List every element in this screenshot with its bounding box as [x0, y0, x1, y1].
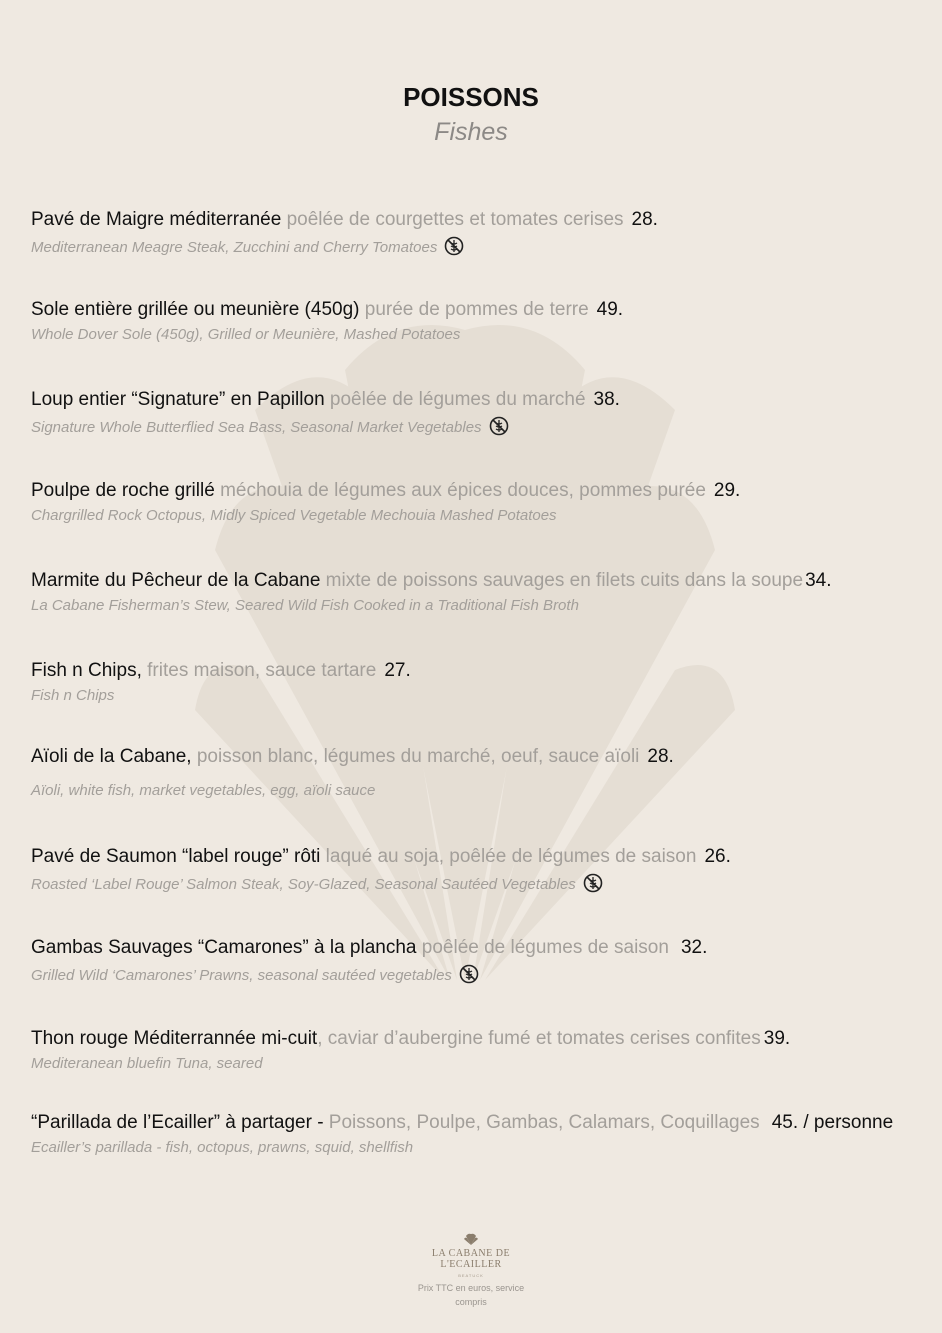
- menu-item-price: 27.: [384, 660, 411, 681]
- menu-item-line: [31, 746, 922, 768]
- menu-item-english: Fish n Chips: [31, 687, 115, 704]
- shell-logo-icon: [464, 1232, 478, 1246]
- menu-item-description: purée de pommes de terre: [364, 299, 589, 320]
- menu-item: [31, 1112, 922, 1156]
- menu-item-name: Poulpe de roche grillé: [31, 480, 215, 501]
- menu-item: [31, 846, 922, 897]
- menu-item-english: Roasted ‘Label Rouge’ Salmon Steak, Soy-Glazed, Seasonal Sautéed Vegetables: [31, 873, 922, 897]
- menu-item-price: 28.: [647, 746, 674, 767]
- menu-item-price: 39.: [763, 1028, 791, 1049]
- menu-item-name: Fish n Chips,: [31, 660, 142, 681]
- menu-item-description: poêlée de courgettes et tomates cerises: [286, 209, 624, 230]
- footer: [0, 1232, 942, 1310]
- menu-item-description: laqué au soja, poêlée de légumes de saison: [325, 846, 697, 867]
- menu-item-price: 28.: [631, 209, 658, 230]
- logo-text-line2: L'ECAILLER: [440, 1259, 502, 1270]
- menu-item-description: mixte de poissons sauvages en filets cuits dans la soupe: [325, 570, 804, 591]
- menu-item-name: Gambas Sauvages “Camarones” à la plancha: [31, 937, 417, 958]
- page-title: POISSONS: [403, 82, 539, 112]
- menu-item-description: méchouia de légumes aux épices douces, pommes purée: [220, 480, 706, 501]
- menu-item-line: [31, 209, 922, 231]
- menu-item-description: frites maison, sauce tartare: [147, 660, 377, 681]
- menu-item-price: 49.: [596, 299, 624, 320]
- menu-item-description: poêlée de légumes de saison: [421, 937, 669, 958]
- menu-item-description: poêlée de légumes du marché: [329, 389, 586, 410]
- menu-item: [31, 299, 922, 343]
- menu-item: [31, 660, 922, 704]
- menu-item-english: Mediteranean bluefin Tuna, seared: [31, 1055, 263, 1072]
- menu-item: [31, 209, 922, 260]
- gluten-free-icon: [444, 236, 464, 260]
- menu-item-name: Loup entier “Signature” en Papillon: [31, 389, 325, 410]
- menu-item-line: [31, 1028, 922, 1050]
- gluten-free-icon: [583, 873, 603, 897]
- menu-item-name: Marmite du Pêcheur de la Cabane: [31, 570, 321, 591]
- menu-item-price: 45. / personne: [771, 1112, 894, 1133]
- menu-item-line: [31, 480, 922, 502]
- menu-item-price: 29.: [713, 480, 741, 501]
- menu-item: [31, 480, 922, 524]
- menu-item-english: Mediterranean Meagre Steak, Zucchini and Cherry Tomatoes: [31, 236, 922, 260]
- menu-item-line: [31, 299, 922, 321]
- menu-item-line: [31, 937, 922, 959]
- gluten-free-icon: [459, 964, 479, 988]
- menu-item-name: Sole entière grillée ou meunière (450g): [31, 299, 360, 320]
- menu-item-english: La Cabane Fisherman’s Stew, Seared Wild Fish Cooked in a Traditional Fish Broth: [31, 597, 579, 614]
- menu-item-name: Thon rouge Méditerrannée mi-cuit: [31, 1028, 318, 1049]
- menu-item-english: Ecailler’s parillada - fish, octopus, prawns, squid, shellfish: [31, 1139, 414, 1156]
- menu-item: [31, 1028, 922, 1072]
- menu-item-description: Poissons, Poulpe, Gambas, Calamars, Coquillages: [328, 1112, 760, 1133]
- menu-item-price: 38.: [593, 389, 620, 410]
- price-note: Prix TTC en euros, service compris: [417, 1283, 525, 1308]
- logo-text-line3: BEATUCK: [458, 1273, 484, 1278]
- menu-item-name: Pavé de Saumon “label rouge” rôti: [31, 846, 321, 867]
- menu-item-line: [31, 660, 922, 682]
- menu-item-english: Aïoli, white fish, market vegetables, egg, aïoli sauce: [31, 782, 376, 799]
- page-subtitle: Fishes: [434, 118, 508, 146]
- menu-item-english: Signature Whole Butterflied Sea Bass, Seasonal Market Vegetables: [31, 416, 922, 440]
- gluten-free-icon: [489, 416, 509, 440]
- menu-item-name: Pavé de Maigre méditerranée: [31, 209, 282, 230]
- menu-item: [31, 746, 922, 799]
- menu-item-english: Grilled Wild ‘Camarones’ Prawns, seasonal sautéed vegetables: [31, 964, 922, 988]
- menu-item: [31, 570, 922, 614]
- logo-text-line1: LA CABANE DE: [431, 1248, 511, 1259]
- menu-item-price: 26.: [704, 846, 731, 867]
- menu-item: [31, 937, 922, 988]
- menu-item-line: [31, 570, 922, 592]
- menu-item-price: 32.: [680, 937, 708, 958]
- menu-item-price: 34.: [805, 570, 832, 591]
- menu-item-line: [31, 1112, 922, 1134]
- menu-item-description: poisson blanc, légumes du marché, oeuf, sauce aïoli: [196, 746, 640, 767]
- menu-item-line: [31, 846, 922, 868]
- menu-item-english: Whole Dover Sole (450g), Grilled or Meunière, Mashed Potatoes: [31, 326, 461, 343]
- menu-item-name: Aïoli de la Cabane,: [31, 746, 192, 767]
- menu-item-description: , caviar d’aubergine fumé et tomates cerises confites: [317, 1028, 761, 1049]
- menu-item-english: Chargrilled Rock Octopus, Midly Spiced Vegetable Mechouia Mashed Potatoes: [31, 507, 557, 524]
- menu-item: [31, 389, 922, 440]
- menu-item-line: [31, 389, 922, 411]
- menu-item-name: “Parillada de l’Ecailler” à partager -: [31, 1112, 324, 1133]
